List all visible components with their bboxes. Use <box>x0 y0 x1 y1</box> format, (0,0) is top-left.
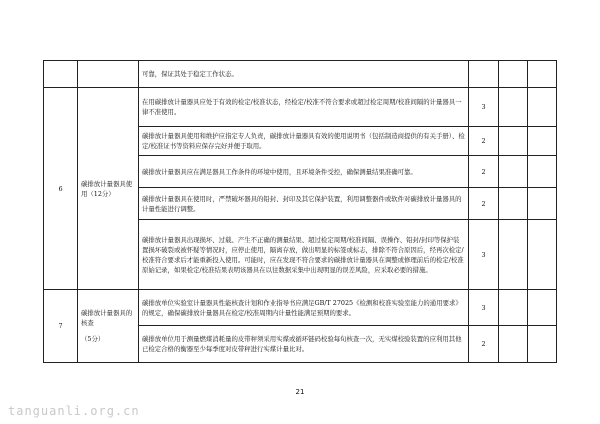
blank-cell <box>528 156 557 188</box>
requirement-text: 碳排放计量器具出现损坏、过载、产生不正确的测量结果、超过检定周期/校准间隔、误操作、铅封/封印等保护装置损坏破裂或被怀疑等情况时，应停止使用，隔离存放，做出明显的标签或标志，排除不符合原因后，经再次检定/校准符合要求后才能重新投入使用。可能时，应在发现不符合要求的碳排放计量器具在调整或修理前后的检定/校准原始记录，如果检定/校准结果表明该器具在以往数据采集中出现明显的误差风险，应采取必要的措施。 <box>139 220 469 290</box>
blank-cell <box>499 127 528 156</box>
score-value: 3 <box>469 220 499 290</box>
score-value: 2 <box>469 188 499 220</box>
blank-cell <box>528 220 557 290</box>
blank-cell <box>528 88 557 127</box>
category-cell <box>78 61 139 88</box>
blank-cell <box>499 220 528 290</box>
blank-cell <box>528 127 557 156</box>
section-name-cell <box>78 290 139 363</box>
score-value: 2 <box>469 326 499 363</box>
requirement-text: 碳排放计量器具应在满足器具工作条件的环境中使用，且环境条件受控，确保测量结果准确可靠。 <box>139 156 469 188</box>
blank-cell <box>528 61 557 88</box>
blank-cell <box>499 188 528 220</box>
blank-cell <box>499 290 528 326</box>
watermark: tanguanli.org.cn <box>8 404 140 418</box>
section-number: 6 <box>44 88 78 290</box>
table-row <box>44 88 557 127</box>
requirement-text: 碳排放单位用于测量燃煤消耗量的皮带秤须采用实煤或循环链码校验每旬核查一次，无实煤校验装置的应利用其他已检定合格的衡器至少每季度对皮带秤进行实煤计量比对。 <box>139 326 469 363</box>
table-row <box>44 290 557 326</box>
page-number: 21 <box>295 388 305 396</box>
requirement-text: 碳排放计量器具在使用时，严禁破坏器具的铅封、封印及其它保护装置，利用调整器件或软件对碳排放计量器具的计量性能进行调整。 <box>139 188 469 220</box>
score-value: 2 <box>469 156 499 188</box>
score-cell <box>469 61 499 88</box>
section-name: 碳排放计量器具的核查 <box>81 309 133 327</box>
score-value: 3 <box>469 88 499 127</box>
evaluation-table <box>43 60 557 363</box>
blank-cell <box>528 188 557 220</box>
score-value: 2 <box>469 127 499 156</box>
requirement-text: 可靠，保证其处于稳定工作状态。 <box>139 61 469 88</box>
requirement-text: 碳排放计量器具使用和维护应指定专人负责，碳排放计量器具有效的使用说明书（包括制造商提供的有关手册）、检定/校准证书等资料应保存完好并便于取用。 <box>139 127 469 156</box>
blank-cell <box>528 326 557 363</box>
blank-cell <box>499 61 528 88</box>
requirement-text: 在用碳排放计量器具应处于有效的检定/校准状态，经检定/校准不符合要求或超过检定周期/校准间隔的计量器具一律不准使用。 <box>139 88 469 127</box>
row-number-cell <box>44 61 78 88</box>
score-value: 3 <box>469 290 499 326</box>
requirement-text: 碳排放单位实验室计量器具性能核查计划和作业指导书应满足GB/T 27025《检测和校准实验室能力的通用要求》的规定，确保碳排放计量器具在检定/校准周期内计量性能满足预期的要求。 <box>139 290 469 326</box>
table-row-continued <box>44 61 557 88</box>
section-name: 碳排放计量器具使用（12分） <box>78 88 139 290</box>
section-points: （5分） <box>81 335 105 343</box>
blank-cell <box>499 326 528 363</box>
section-number: 7 <box>44 290 78 363</box>
blank-cell <box>499 156 528 188</box>
blank-cell <box>528 290 557 326</box>
blank-cell <box>499 88 528 127</box>
